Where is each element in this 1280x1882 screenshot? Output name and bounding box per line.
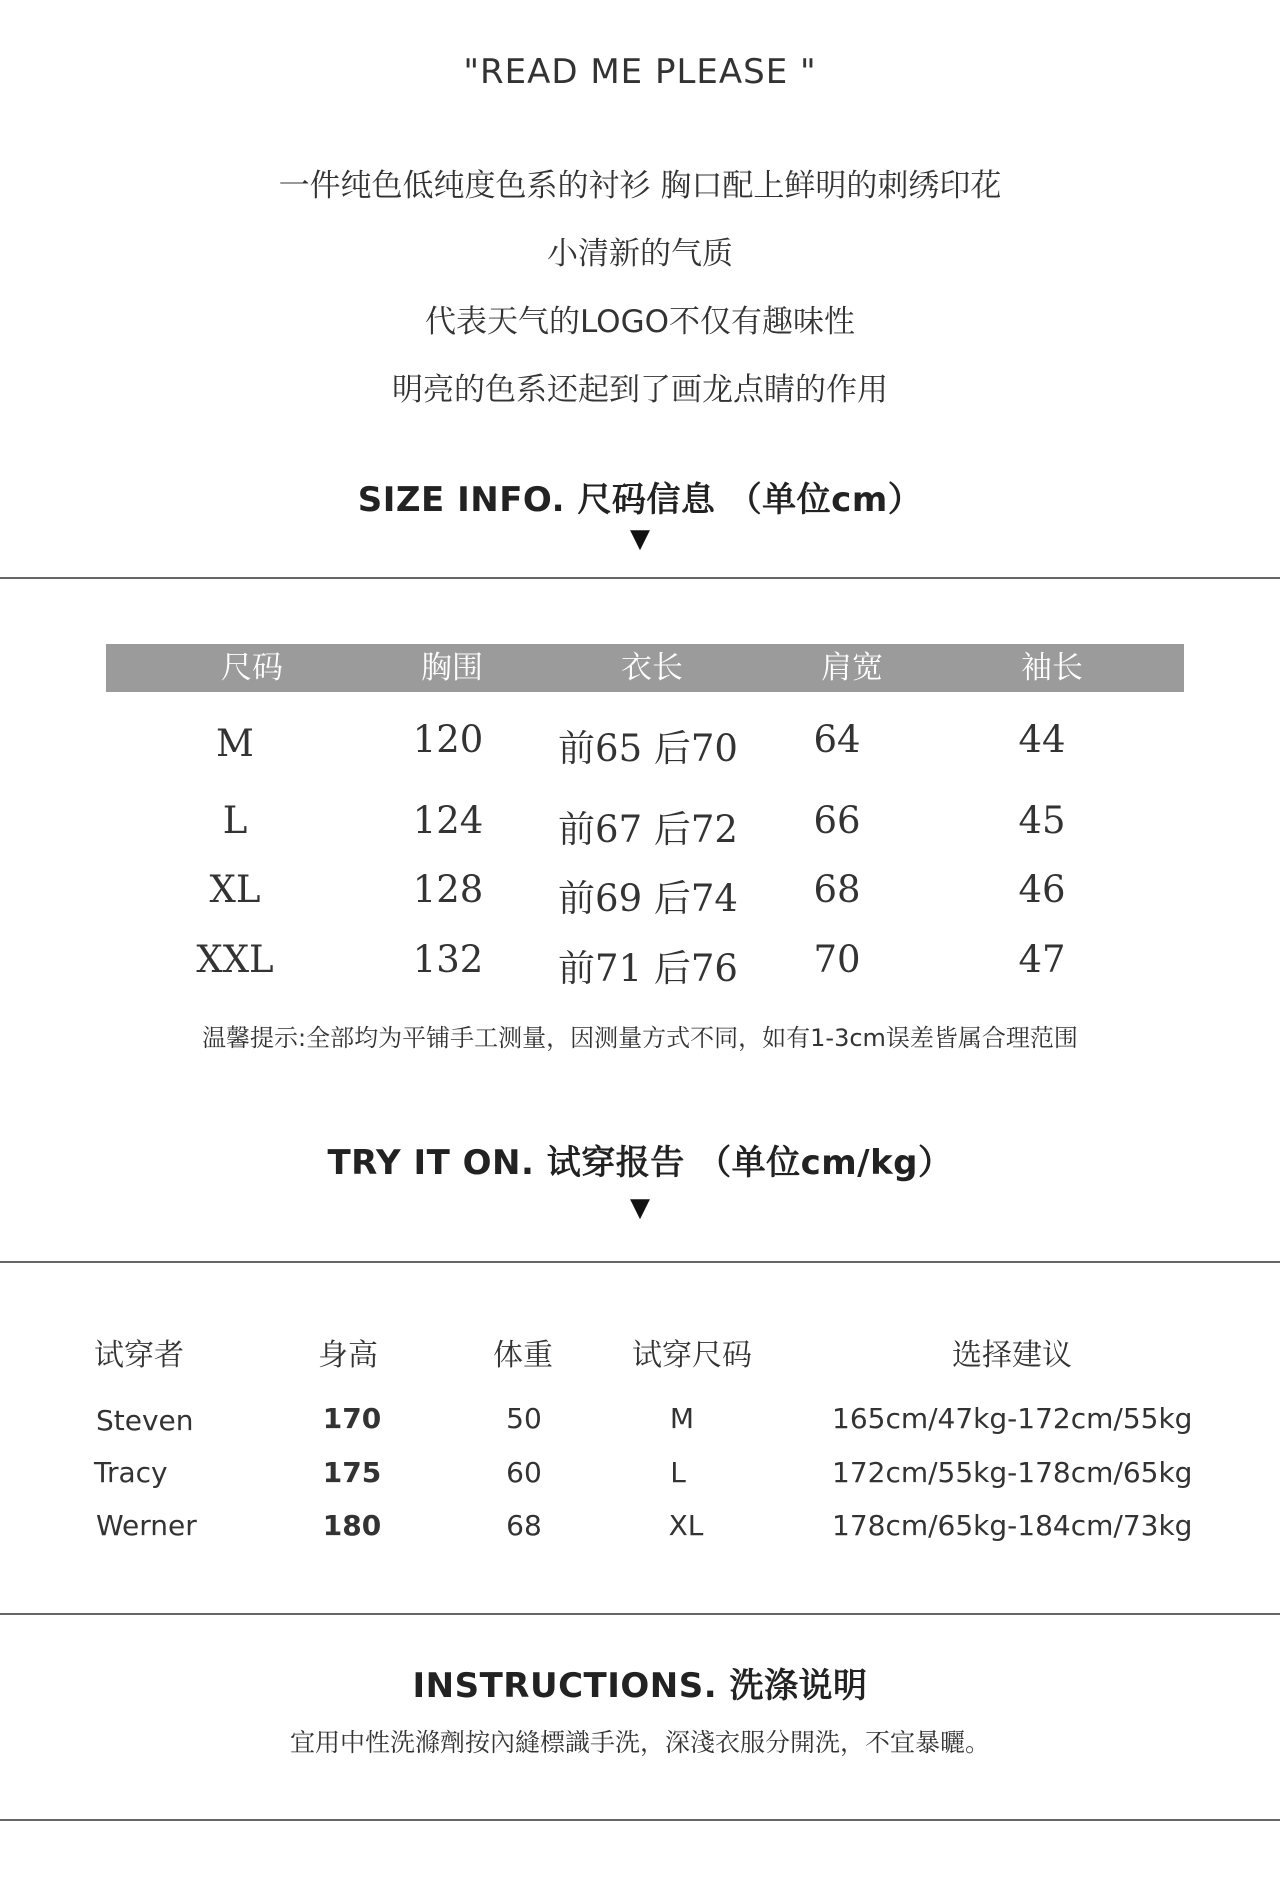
intro-line-2: 小清新的气质 xyxy=(547,236,733,272)
size-suggestion: 165cm/47kg-172cm/55kg xyxy=(832,1402,1193,1435)
try-header-size: 试穿尺码 xyxy=(632,1338,752,1373)
shoulder-cell: 70 xyxy=(813,938,861,981)
wearer-size: L xyxy=(670,1456,686,1489)
size-cell: XXL xyxy=(196,938,274,981)
wearer-weight: 68 xyxy=(506,1509,542,1542)
chest-cell: 132 xyxy=(412,938,484,981)
sleeve-cell: 47 xyxy=(1018,938,1066,981)
sleeve-cell: 44 xyxy=(1018,718,1066,761)
intro-line-4: 明亮的色系还起到了画龙点睛的作用 xyxy=(392,372,888,408)
chest-cell: 128 xyxy=(412,868,484,911)
length-cell: 前71 后76 xyxy=(558,947,738,990)
sleeve-cell: 46 xyxy=(1018,868,1066,911)
size-cell: M xyxy=(216,722,254,765)
shoulder-cell: 64 xyxy=(813,718,861,761)
wearer-size: XL xyxy=(668,1509,704,1542)
size-suggestion: 172cm/55kg-178cm/65kg xyxy=(832,1456,1193,1489)
sleeve-cell: 45 xyxy=(1018,799,1066,842)
try-on-title: TRY IT ON. 试穿报告 （单位cm/kg） xyxy=(327,1143,953,1183)
wearer-name: Steven xyxy=(96,1404,194,1437)
size-header-chest: 胸围 xyxy=(421,650,483,686)
size-header-sleeve: 袖长 xyxy=(1021,650,1083,686)
wearer-name: Werner xyxy=(96,1509,197,1542)
shoulder-cell: 66 xyxy=(813,799,861,842)
size-header-size: 尺码 xyxy=(221,650,283,686)
read-me-heading: "READ ME PLEASE " xyxy=(463,52,817,92)
wearer-size: M xyxy=(669,1402,695,1435)
wearer-height: 180 xyxy=(322,1509,382,1542)
intro-line-3: 代表天气的LOGO不仅有趣味性 xyxy=(425,304,855,340)
instructions-title: INSTRUCTIONS. 洗涤说明 xyxy=(412,1666,868,1706)
try-on-arrow-icon: ▼ xyxy=(630,1193,650,1223)
try-header-wearer: 试穿者 xyxy=(94,1338,184,1373)
wearer-weight: 50 xyxy=(506,1402,542,1435)
wash-instructions: 宜用中性洗滌劑按內縫標識手洗，深淺衣服分開洗，不宜暴曬。 xyxy=(289,1728,990,1757)
chest-cell: 120 xyxy=(412,718,484,761)
wearer-name: Tracy xyxy=(94,1456,168,1489)
size-cell: L xyxy=(222,799,248,842)
measurement-note: 温馨提示:全部均为平铺手工测量，因测量方式不同，如有1-3cm误差皆属合理范围 xyxy=(202,1024,1078,1052)
length-cell: 前67 后72 xyxy=(558,808,738,851)
size-suggestion: 178cm/65kg-184cm/73kg xyxy=(832,1509,1193,1542)
size-info-arrow-icon: ▼ xyxy=(630,524,650,554)
length-cell: 前65 后70 xyxy=(558,727,738,770)
size-header-length: 衣长 xyxy=(621,650,683,686)
size-cell: XL xyxy=(209,868,261,911)
divider xyxy=(0,577,1280,579)
divider xyxy=(0,1819,1280,1821)
size-header-shoulder: 肩宽 xyxy=(821,650,883,686)
wearer-height: 170 xyxy=(322,1402,382,1435)
chest-cell: 124 xyxy=(412,799,484,842)
divider xyxy=(0,1261,1280,1263)
length-cell: 前69 后74 xyxy=(558,877,738,920)
intro-line-1: 一件纯色低纯度色系的衬衫 胸口配上鲜明的刺绣印花 xyxy=(278,168,1002,204)
size-info-title: SIZE INFO. 尺码信息 （单位cm） xyxy=(357,480,923,520)
try-header-height: 身高 xyxy=(318,1338,378,1373)
wearer-height: 175 xyxy=(322,1456,382,1489)
size-table-header xyxy=(106,644,1184,692)
shoulder-cell: 68 xyxy=(813,868,861,911)
try-header-suggestion: 选择建议 xyxy=(952,1338,1072,1373)
try-header-weight: 体重 xyxy=(493,1338,553,1373)
wearer-weight: 60 xyxy=(506,1456,542,1489)
divider xyxy=(0,1613,1280,1615)
